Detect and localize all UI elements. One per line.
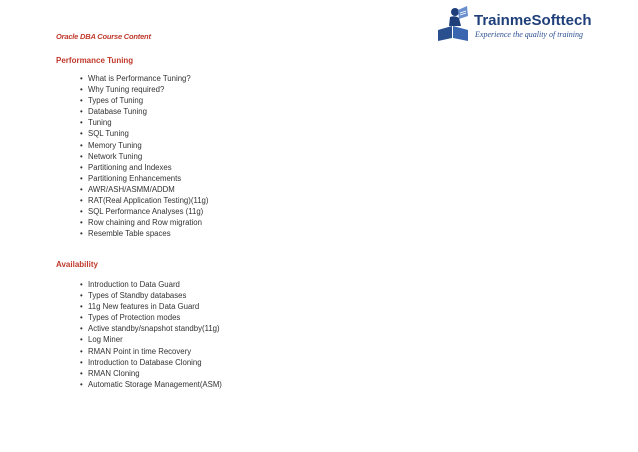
list-item: • Partitioning Enhancements [80, 173, 208, 184]
list-item: • AWR/ASH/ASMM/ADDM [80, 184, 208, 195]
list-item: • Row chaining and Row migration [80, 217, 208, 228]
list-item: • Introduction to Data Guard [80, 279, 222, 290]
list-item: • RMAN Cloning [80, 368, 222, 379]
list-item: • RMAN Point in time Recovery [80, 346, 222, 357]
list-item: • Introduction to Database Cloning [80, 357, 222, 368]
list-item: • Types of Standby databases [80, 290, 222, 301]
document-title: Oracle DBA Course Content [56, 32, 151, 41]
list-item: • Log Miner [80, 334, 222, 345]
list-item: • Active standby/snapshot standby(11g) [80, 323, 222, 334]
list-item: • Types of Tuning [80, 95, 208, 106]
brand-logo [434, 4, 604, 44]
performance-tuning-list [80, 73, 208, 239]
reader-book-icon [434, 4, 474, 44]
list-item: • Automatic Storage Management(ASM) [80, 379, 222, 390]
list-item: • Tuning [80, 117, 208, 128]
list-item: • Partitioning and Indexes [80, 162, 208, 173]
list-item: • Why Tuning required? [80, 84, 208, 95]
list-item: • RAT(Real Application Testing)(11g) [80, 195, 208, 206]
list-item: • What is Performance Tuning? [80, 73, 208, 84]
section-heading-performance-tuning: Performance Tuning [56, 56, 134, 65]
availability-list [80, 279, 222, 390]
brand-tagline: Experience the quality of training [475, 30, 583, 39]
list-item: • Memory Tuning [80, 140, 208, 151]
brand-name: TrainmeSofttech [474, 12, 592, 29]
list-item: • Types of Protection modes [80, 312, 222, 323]
list-item: • SQL Tuning [80, 128, 208, 139]
list-item: • 11g New features in Data Guard [80, 301, 222, 312]
section-heading-availability: Availability [56, 260, 98, 269]
list-item: • SQL Performance Analyses (11g) [80, 206, 208, 217]
list-item: • Resemble Table spaces [80, 228, 208, 239]
list-item: • Database Tuning [80, 106, 208, 117]
list-item: • Network Tuning [80, 151, 208, 162]
